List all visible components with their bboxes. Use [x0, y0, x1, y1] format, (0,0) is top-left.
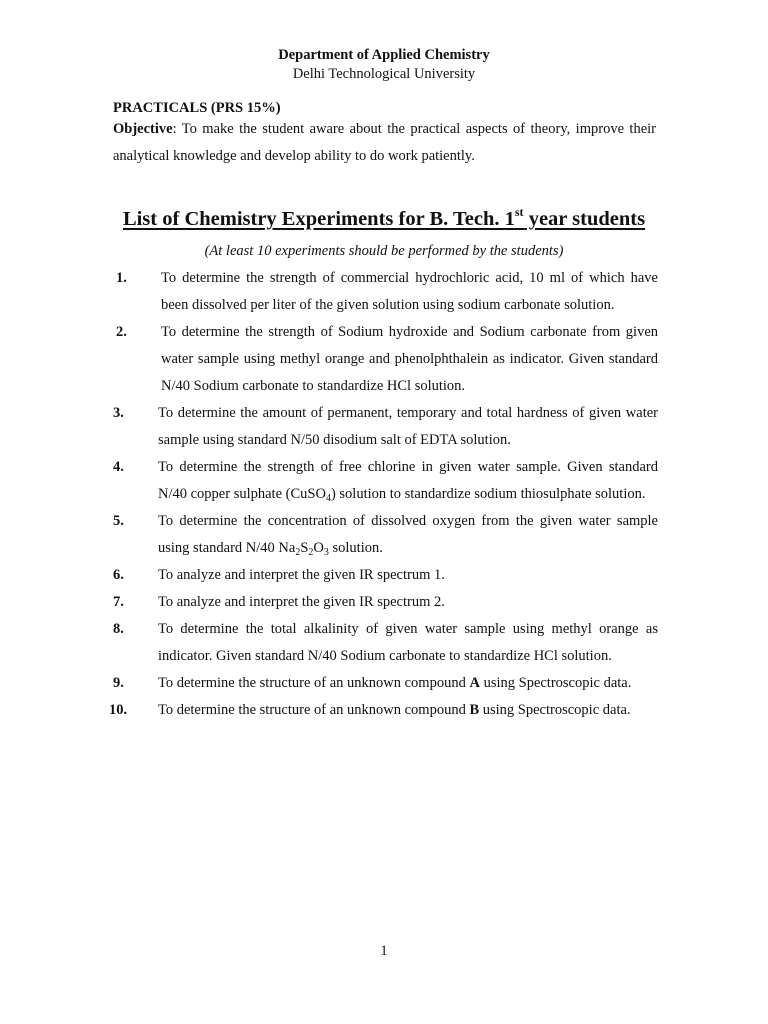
list-title — [0, 205, 768, 233]
experiment-text-part: To determine the structure of an unknown compound — [158, 675, 470, 691]
experiment-text — [158, 508, 658, 562]
objective-label: Objective — [113, 121, 173, 137]
experiment-item — [113, 562, 658, 589]
list-subtitle: (At least 10 experiments should be performed by the students) — [204, 243, 564, 259]
experiment-text-part: O — [313, 540, 324, 556]
objective-text: : To make the student aware about the practical aspects of theory, improve their analytical knowledge and develop ability to do work patiently. — [113, 121, 656, 164]
experiment-item — [113, 508, 658, 562]
experiment-item — [113, 319, 658, 400]
experiment-number: 4. — [113, 459, 124, 475]
experiment-text-part: To determine the strength of free chlorine in given water sample. Given standard N/40 copper sulphate (CuSO — [158, 459, 658, 502]
experiment-number: 7. — [113, 594, 124, 610]
experiment-text: To determine the amount of permanent, temporary and total hardness of given water sample using standard N/50 disodium salt of EDTA solution. — [158, 405, 658, 448]
chemical-subscript: 3 — [323, 547, 329, 558]
chemical-subscript: 2 — [308, 547, 314, 558]
experiment-item — [113, 454, 658, 508]
experiment-text-part: S — [300, 540, 309, 556]
experiment-number: 5. — [113, 513, 124, 529]
practicals-heading: PRACTICALS (PRS 15%) — [113, 100, 281, 116]
university-name: Delhi Technological University — [292, 66, 476, 82]
experiment-item — [113, 616, 658, 670]
experiment-number: 6. — [113, 567, 124, 583]
experiment-text: To analyze and interpret the given IR spectrum 2. — [158, 594, 445, 610]
list-title-superscript: st — [514, 205, 524, 219]
department-heading: Department of Applied Chemistry — [278, 47, 490, 63]
experiment-text — [158, 454, 658, 508]
experiment-item — [113, 670, 658, 697]
experiment-item — [113, 589, 658, 616]
experiment-text-part: solution. — [328, 540, 383, 556]
experiment-number: 1. — [116, 270, 127, 286]
list-title-underlined — [122, 205, 646, 230]
experiment-list — [109, 265, 658, 724]
experiment-text-part: using Spectroscopic data. — [479, 675, 632, 691]
experiment-number: 3. — [113, 405, 124, 421]
experiment-text-part: ) solution to standardize sodium thiosulphate solution. — [330, 486, 646, 502]
compound-label: B — [469, 702, 480, 718]
chemical-subscript: 4 — [325, 493, 331, 504]
list-title-main: List of Chemistry Experiments for B. Tech. 1 — [122, 208, 515, 230]
experiment-text: To determine the strength of commercial hydrochloric acid, 10 ml of which have been dissolved per liter of the given solution using sodium carbonate solution. — [161, 270, 658, 313]
experiment-number: 8. — [113, 621, 124, 637]
experiment-text-part: using Spectroscopic data. — [479, 702, 631, 718]
experiment-number: 10. — [109, 702, 128, 718]
experiment-text-part: To determine the structure of an unknown compound — [158, 702, 470, 718]
experiment-text: To determine the strength of Sodium hydroxide and Sodium carbonate from given water sample using methyl orange and phenolphthalein as indicator. Given standard N/40 Sodium carbonate to standardize HCl solution. — [161, 324, 658, 394]
experiment-number: 2. — [116, 324, 127, 340]
experiment-text-part: To determine the concentration of dissolved oxygen from the given water sample using standard N/40 Na — [158, 513, 658, 556]
list-title-tail: year students — [523, 208, 646, 230]
experiment-item — [113, 265, 658, 319]
experiment-number: 9. — [113, 675, 124, 691]
experiment-text — [158, 697, 658, 724]
objective-paragraph — [113, 116, 656, 170]
page-number: 1 — [380, 943, 388, 959]
chemical-subscript: 2 — [295, 547, 301, 558]
experiment-text: To determine the total alkalinity of given water sample using methyl orange as indicator. Given standard N/40 Sodium carbonate to standardize HCl solution. — [158, 621, 658, 664]
compound-label: A — [469, 675, 480, 691]
experiment-text — [158, 670, 658, 697]
experiment-text: To analyze and interpret the given IR spectrum 1. — [158, 567, 445, 583]
experiment-item — [109, 697, 658, 724]
experiment-item — [113, 400, 658, 454]
